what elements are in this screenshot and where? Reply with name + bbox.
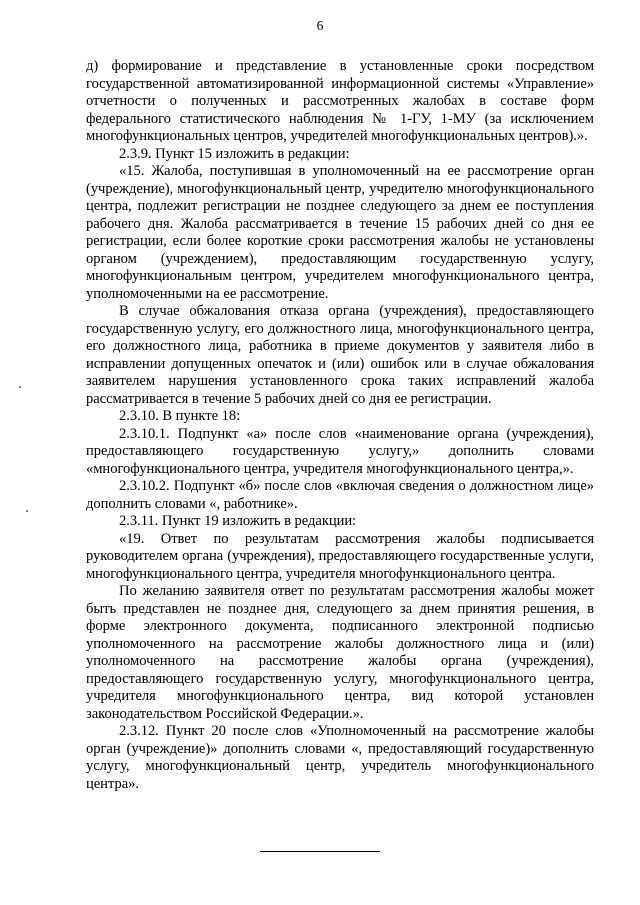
scan-speck <box>19 386 21 388</box>
paragraph-2-3-10: 2.3.10. В пункте 18: <box>119 408 241 424</box>
closing-rule <box>260 851 380 852</box>
paragraph-2-3-9: 2.3.9. Пункт 15 изложить в редакции: <box>119 145 350 162</box>
paragraph-2-3-10-1: 2.3.10.1. Подпункт «а» после слов «наименование органа (учреждения), предоставляющего государственную услугу,» дополнить словами «многофункционального центра, учредителя многофункционального центра,». <box>86 425 594 477</box>
paragraph-point-19: «19. Ответ по результатам рассмотрения жалобы подписывается руководителем органа (учреждения), предоставляющего государственные услуги, многофункционального центра, учредителя многофункционального центра. <box>86 530 594 582</box>
scan-speck <box>26 510 28 512</box>
document-body <box>86 58 594 793</box>
paragraph-2-3-12: 2.3.12. Пункт 20 после слов «Уполномоченный на рассмотрение жалобы орган (учреждение)» дополнить словами «, предоставляющий государственную услугу, многофункциональный центр, учредитель многофункционального центра». <box>86 723 594 792</box>
page-number: 6 <box>316 18 324 33</box>
paragraph-2-3-10-2: 2.3.10.2. Подпункт «б» после слов «включая сведения о должностном лице» дополнить словами «, работнике». <box>86 478 594 512</box>
paragraph-2-3-11: 2.3.11. Пункт 19 изложить в редакции: <box>119 513 357 529</box>
paragraph-point-15: «15. Жалоба, поступившая в уполномоченный на ее рассмотрение орган (учреждение), многофункциональный центр, учредителю многофункционального центра, подлежит регистрации не позднее следующего за днем ее поступления рабочего дня. Жалоба рассматривается в течение 15 рабочих дней со дня ее регистрации, если более короткие сроки рассмотрения жалобы не установлены органом (учреждением), предоставляющим государственную услугу, многофункциональным центром, учредителем многофункционального центра, уполномоченными на ее рассмотрение. <box>86 163 594 302</box>
paragraph-d-reporting: д) формирование и представление в установленные сроки посредством государственной автоматизированной информационной системы «Управление» отчетности о полученных и рассмотренных жалобах в составе форм федерального статистического наблюдения № 1-ГУ, 1-МУ (за исключением многофункциональных центров, учредителей многофункциональных центров).». <box>86 58 594 144</box>
paragraph-electronic-answer: По желанию заявителя ответ по результатам рассмотрения жалобы может быть представлен не позднее дня, следующего за днем принятия решения, в форме электронного документа, подписанного электронной подписью уполномоченного на рассмотрение жалобы должностного лица и (или) уполномоченного на рассмотрение жалобы органа (учреждения), предоставляющего государственную услугу, многофункционального центра, учредителя многофункционального центра, вид которой установлен законодательством Российской Федерации.». <box>86 583 594 722</box>
paragraph-appeal-refusal: В случае обжалования отказа органа (учреждения), предоставляющего государственную услугу, его должностного лица, многофункционального центра, его должностного лица, работника в приеме документов у заявителя либо в исправлении допущенных опечаток и (или) ошибок или в случае обжалования заявителем нарушения установленного срока таких исправлений жалоба рассматривается в течение 5 рабочих дней со дня ее регистрации. <box>86 303 594 407</box>
